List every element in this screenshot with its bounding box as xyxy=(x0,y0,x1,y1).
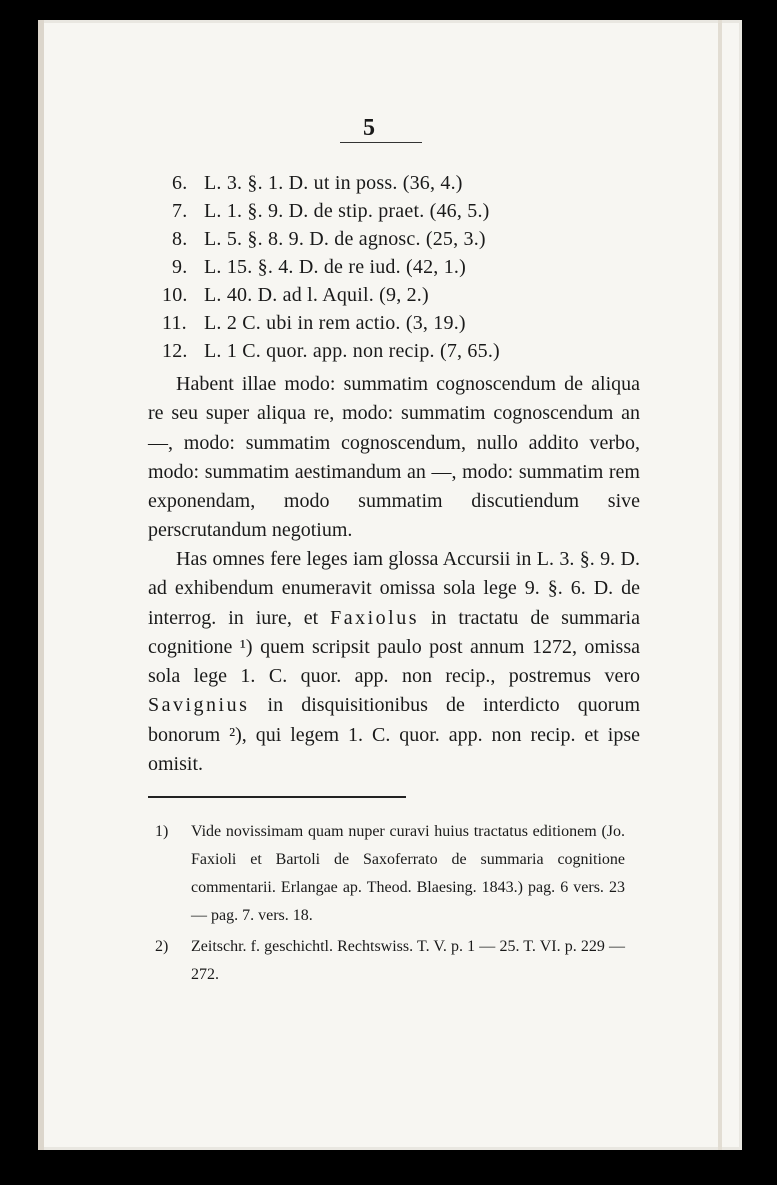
paragraph-modes-text: Habent illae modo: summatim cognoscendum de aliqua re seu super aliqua re, modo: summatim cognoscendum an —, modo: summatim cognoscendum, nullo addito verbo, modo: summatim aestimandum an —, modo: summatim rem exponendam, modo summatim discutiendum sive perscrutandum negotium. xyxy=(148,373,640,542)
list-item-number: 9. xyxy=(172,256,188,278)
list-item-number: 6. xyxy=(172,172,188,194)
list-item xyxy=(162,312,466,335)
list-item-number: 8. xyxy=(172,228,188,250)
page-number: 5 xyxy=(363,115,375,141)
list-item-number: 7. xyxy=(172,200,188,222)
page-edge-shadow xyxy=(38,20,44,1150)
list-item xyxy=(172,228,486,251)
paragraph-modes xyxy=(148,370,640,546)
list-item-reference: L. 1. §. 9. D. de stip. praet. (46, 5.) xyxy=(204,200,490,222)
list-item-reference: L. 2 C. ubi in rem actio. (3, 19.) xyxy=(204,312,466,334)
paragraph-history-part3: in disquisitionibus de interdicto quorum bonorum ²), qui legem 1. C. quor. app. non recip. et ipse omisit. xyxy=(148,694,640,776)
author-name-faxiolus: Faxiolus xyxy=(330,606,420,629)
page-number-rule xyxy=(340,142,422,143)
list-item-reference: L. 1 C. quor. app. non recip. (7, 65.) xyxy=(204,340,500,362)
list-item xyxy=(172,200,490,223)
list-item-number: 11. xyxy=(162,312,187,334)
paragraph-history xyxy=(148,545,640,779)
footnote-mark: 1) xyxy=(155,823,169,840)
list-item-number: 12. xyxy=(162,340,188,362)
author-name-savignius: Savignius xyxy=(148,694,250,717)
list-item xyxy=(172,256,466,279)
footnote xyxy=(155,818,625,930)
footnote-text: Zeitschr. f. geschichtl. Rechtswiss. T. V. p. 1 — 25. T. VI. p. 229 — 272. xyxy=(191,938,625,983)
footnote-separator xyxy=(148,796,406,798)
list-item xyxy=(172,172,463,195)
page-edge-right xyxy=(718,20,722,1150)
footnotes xyxy=(155,818,625,992)
list-item-reference: L. 5. §. 8. 9. D. de agnosc. (25, 3.) xyxy=(204,228,486,250)
paragraph-history-part1: Has omnes fere leges iam glossa Accursii in L. 3. §. 9. D. ad exhibendum enumeravit omissa sola lege 9. §. 6. D. de interrog. in iure, et xyxy=(148,548,640,629)
list-item xyxy=(162,340,500,363)
paragraph-history-text xyxy=(148,545,640,779)
footnote-mark: 2) xyxy=(155,938,169,955)
paragraph-history-part2: in tractatu de summaria cognitione ¹) quem scripsit paulo post annum 1272, omissa sola lege 1. C. quor. app. non recip., postremus vero xyxy=(148,606,640,688)
list-item-reference: L. 40. D. ad l. Aquil. (9, 2.) xyxy=(204,284,429,306)
list-item-reference: L. 3. §. 1. D. ut in poss. (36, 4.) xyxy=(204,172,463,194)
list-item-reference: L. 15. §. 4. D. de re iud. (42, 1.) xyxy=(204,256,466,278)
footnote xyxy=(155,933,625,989)
footnote-text: Vide novissimam quam nuper curavi huius tractatus editionem (Jo. Faxioli et Bartoli de Saxoferrato de summaria cognitione commentarii. Erlangae ap. Theod. Blaesing. 1843.) pag. 6 vers. 23 — pag. 7. vers. 18. xyxy=(191,823,625,924)
list-item-number: 10. xyxy=(162,284,188,306)
list-item xyxy=(162,284,429,307)
